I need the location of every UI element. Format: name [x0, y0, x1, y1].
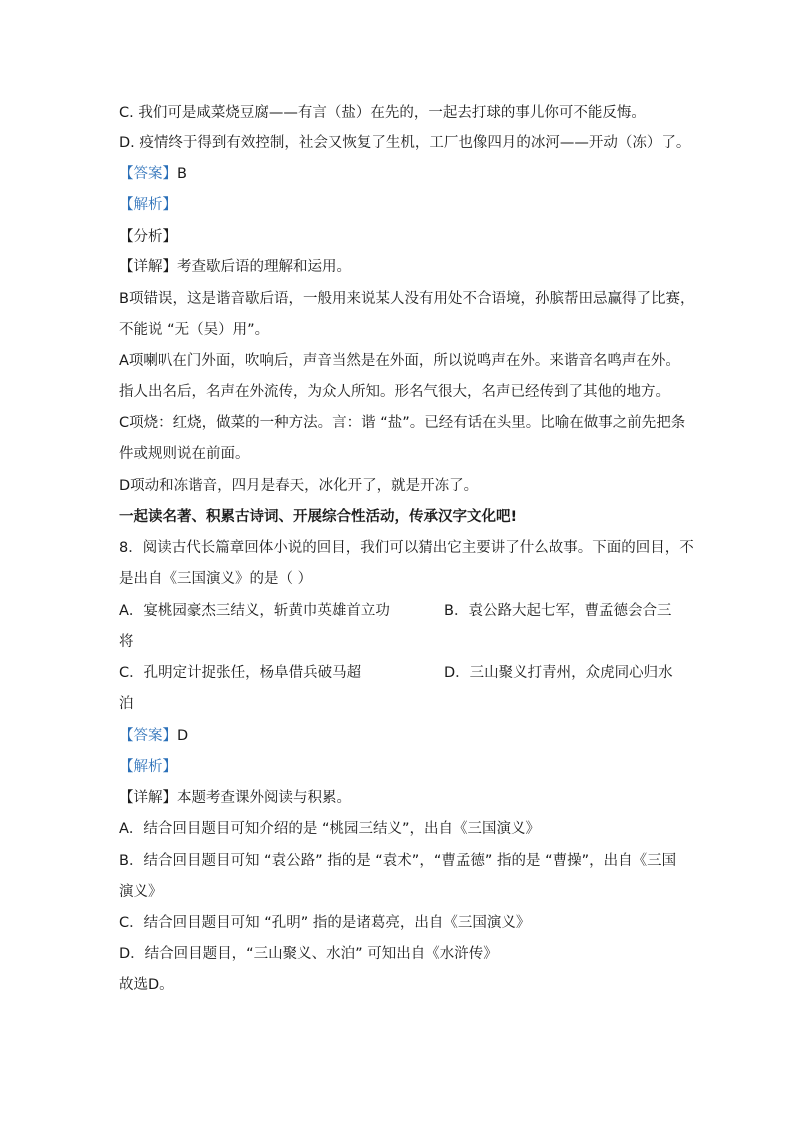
- question-8-explanation-d: D．结合回目题目，“三山聚义、水泊” 可知出自《水浒传》: [119, 946, 498, 962]
- explanation-a-line2: 指人出名后，名声在外流传，为众人所知。形名气很大，名声已经传到了其他的地方。: [119, 384, 670, 400]
- question-8-conclusion: 故选D。: [119, 977, 174, 993]
- option-d-text: D. 疫情终于得到有效控制，社会又恢复了生机，工厂也像四月的冰河——开动（冻）了。: [119, 135, 691, 151]
- section-heading: 一起读名著、积累古诗词、开展综合性活动，传承汉字文化吧!: [119, 509, 518, 525]
- question-8-stem-line2: 是出自《三国演义》的是（ ）: [119, 571, 313, 587]
- question-8-option-d-line2: 泊: [119, 696, 134, 712]
- question-8-answer-value: D: [177, 728, 189, 744]
- question-8-explanation-a: A．结合回目题目可知介绍的是 “桃园三结义”，出自《三国演义》: [119, 821, 541, 837]
- question-8-option-b-line1: B．袁公路大起七军，曹孟德会合三: [444, 603, 672, 619]
- question-8-explanation-c: C．结合回目题目可知 “孔明” 指的是诸葛亮，出自《三国演义》: [119, 915, 531, 931]
- question-8-analysis-tag: 【解析】: [119, 759, 177, 775]
- detail-line: [119, 257, 351, 277]
- explanation-c-line2: 件或规则说在前面。: [119, 446, 250, 462]
- answer-tag: 【答案】: [119, 166, 177, 182]
- question-8-detail-text: 本题考查课外阅读与积累。: [177, 790, 351, 806]
- answer-value: B: [177, 166, 187, 182]
- question-8-detail-tag: 【详解】: [119, 790, 177, 806]
- question-8-option-d-line1: D．三山聚义打青州，众虎同心归水: [444, 665, 673, 681]
- question-8-explanation-b-line2: 演义》: [119, 884, 163, 900]
- question-8-stem-line1: 8．阅读古代长篇章回体小说的回目，我们可以猜出它主要讲了什么故事。下面的回目，不: [119, 540, 694, 556]
- explanation-d-line: D项动和冻谐音，四月是春天，冰化开了，就是开冻了。: [119, 478, 479, 494]
- question-8-option-c: C．孔明定计捉张任，杨阜借兵破马超: [119, 665, 362, 681]
- analysis-tag: 【解析】: [119, 197, 177, 213]
- question-8-detail-line: [119, 788, 351, 808]
- question-8-answer-tag: 【答案】: [119, 728, 177, 744]
- option-c-text: C. 我们可是咸菜烧豆腐——有言（盐）在先的，一起去打球的事儿你可不能反悔。: [119, 105, 646, 121]
- detail-text: 考查歇后语的理解和运用。: [177, 259, 351, 275]
- question-8-answer-line: [119, 726, 188, 746]
- explanation-b-line1: B项错误，这是谐音歇后语，一般用来说某人没有用处不合语境，孙膑帮田忌赢得了比赛，: [119, 291, 695, 307]
- explanation-b-line2: 不能说 “无（吴）用”。: [119, 322, 270, 338]
- answer-line: [119, 164, 187, 184]
- question-8-option-b-line2: 将: [119, 634, 134, 650]
- fenxi-tag: 【分析】: [119, 229, 177, 245]
- question-8-explanation-b-line1: B．结合回目题目可知 “袁公路” 指的是 “袁术”，“曹孟德” 指的是 “曹操”，出自《三国: [119, 853, 677, 869]
- question-8-option-a: A．宴桃园豪杰三结义，斩黄巾英雄首立功: [119, 603, 390, 619]
- explanation-a-line1: A项喇叭在门外面，吹响后，声音当然是在外面，所以说鸣声在外。来谐音名鸣声在外。: [119, 353, 680, 369]
- detail-tag: 【详解】: [119, 259, 177, 275]
- explanation-c-line1: C项烧：红烧，做菜的一种方法。言：谐 “盐”。已经有话在头里。比喻在做事之前先把条: [119, 415, 686, 431]
